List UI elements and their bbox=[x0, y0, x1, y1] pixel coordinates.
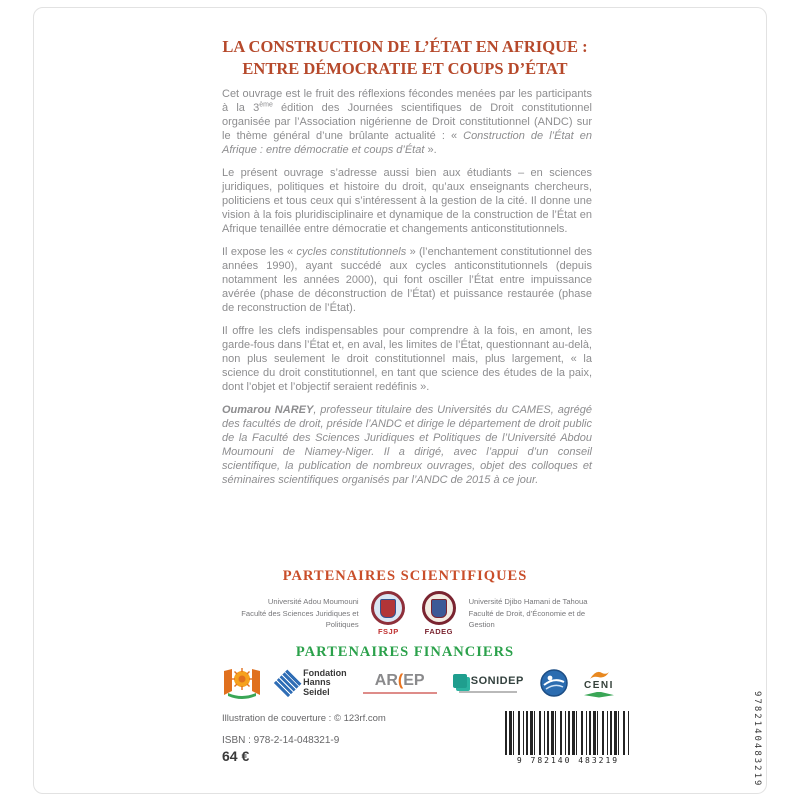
sonidep-label: SONIDEP bbox=[470, 674, 524, 687]
paragraph-1: Cet ouvrage est le fruit des réflexions fécondes menées par les participants à la 3ème édition des Journées scientifiques de Droit constitutionnel organisée par l’Association nigérienne de Droit constitutionnel (ANDC) sur le thème général d’une brûlante actualité : « Construction de l’État en Afrique : entre démocratie et coups d’État ». bbox=[222, 88, 592, 156]
barcode bbox=[505, 711, 631, 765]
paragraph-2: Le présent ouvrage s’adresse aussi bien aux étudiants – en sciences juridiques, politiques et histoire du droit, qu’aux enseignants chercheurs, politiciens et tous ceux qui s’intéressent à la gestion de la cité. Il donne une vision à la fois pluridisciplinaire et dynamique de la construction de l’État en Afrique tenaillée entre démocratie et changements anticonstitutionnels. bbox=[222, 167, 592, 235]
globe-logo-icon bbox=[540, 669, 568, 697]
financial-partners-heading: PARTENAIRES FINANCIERS bbox=[295, 644, 515, 660]
scientific-partners-heading: PARTENAIRES SCIENTIFIQUES bbox=[282, 568, 528, 584]
fondation-hanns-seidel-logo bbox=[278, 669, 347, 697]
price: 64 € bbox=[222, 748, 250, 764]
author-bio: Oumarou NAREY, professeur titulaire des Universités du CAMES, agrégé des facultés de droit, préside l’ANDC et dirige le département de droit public de la Faculté des Sciences Juridiques et Politiques de l’Université Abdou Moumouni de Niamey-Niger. Il a dirigé, avec l’appui d’un conseil scientifique, la publication de nombreux ouvrages, objet des colloques et séminaires scientifiques organisés par l’ANDC de 2015 à ce jour. bbox=[222, 404, 592, 486]
back-cover-text bbox=[222, 87, 592, 496]
ceni-bird-icon bbox=[588, 669, 610, 681]
ceni-label: CENI bbox=[584, 679, 614, 691]
fsjp-label: FSJP bbox=[377, 627, 399, 636]
arcep-tagline bbox=[363, 692, 437, 694]
fsjp-crest-icon bbox=[371, 591, 405, 625]
arcep-text-ar: AR bbox=[374, 671, 398, 689]
sonidep-icon bbox=[453, 674, 467, 688]
fsjp-logo bbox=[368, 591, 409, 636]
hanns-seidel-line2: Hanns bbox=[303, 677, 331, 688]
barcode-digits: 9 782140 483219 bbox=[516, 756, 620, 765]
arcep-text-ep: EP bbox=[403, 671, 425, 689]
fadeg-crest-icon bbox=[422, 591, 456, 625]
sonidep-tagline bbox=[459, 691, 517, 693]
ceni-logo bbox=[584, 669, 614, 698]
scientific-partner-right-caption: Université Djibo Hamani de Tahoua Faculté de Droit, d’Économie et de Gestion bbox=[468, 596, 588, 630]
book-title-line2: ENTRE DÉMOCRATIE ET COUPS D’ÉTAT bbox=[242, 58, 568, 78]
scientific-partner-left-caption: Université Adou Moumouni Faculté des Sciences Juridiques et Politiques bbox=[241, 596, 359, 630]
hanns-seidel-line1: Fondation bbox=[303, 667, 347, 678]
arcep-logo bbox=[363, 673, 437, 694]
fadeg-label: FADEG bbox=[424, 627, 453, 636]
sonidep-logo bbox=[453, 674, 524, 693]
niger-coat-of-arms-icon bbox=[222, 665, 262, 701]
ceni-swoosh-icon bbox=[584, 692, 614, 698]
illustration-credit: Illustration de couverture : © 123rf.com bbox=[222, 713, 386, 724]
hanns-seidel-diamond-icon bbox=[274, 669, 302, 697]
book-title-line1: LA CONSTRUCTION DE L’ÉTAT EN AFRIQUE : bbox=[222, 37, 588, 56]
footer-left bbox=[222, 713, 386, 764]
barcode-bars-icon bbox=[505, 711, 631, 755]
paragraph-3: Il expose les « cycles constitutionnels » (l’enchantement constitutionnel des années 1990), ayant succédé aux cycles anticonstitutionnels (depuis notamment les années 2000), qui font osciller l’État entre impuissance avérée (phase de déconstruction de l’État) et puissance restaurée (phase de reconstruction de l’État). bbox=[222, 246, 593, 314]
fadeg-logo bbox=[418, 591, 459, 636]
vertical-isbn: 9782140483219 bbox=[752, 690, 762, 787]
paragraph-4: Il offre les clefs indispensables pour comprendre à la fois, en amont, les garde-fous dans l’État et, en aval, les limites de l’État, questionnant au-delà, non plus seulement le droit constitutionnel mais, plus largement, « la science du droit constitutionnel, en tant que science des études de la paix, dont l’objet et l’objectif seraient redéfinis ». bbox=[222, 325, 592, 393]
scientific-partners-row bbox=[215, 591, 605, 636]
financial-partners-row bbox=[222, 665, 614, 701]
book-title bbox=[205, 36, 605, 80]
arcep-paren-icon: ( bbox=[397, 671, 404, 689]
isbn: ISBN : 978-2-14-048321-9 bbox=[222, 735, 340, 746]
hanns-seidel-line3: Seidel bbox=[303, 686, 330, 697]
